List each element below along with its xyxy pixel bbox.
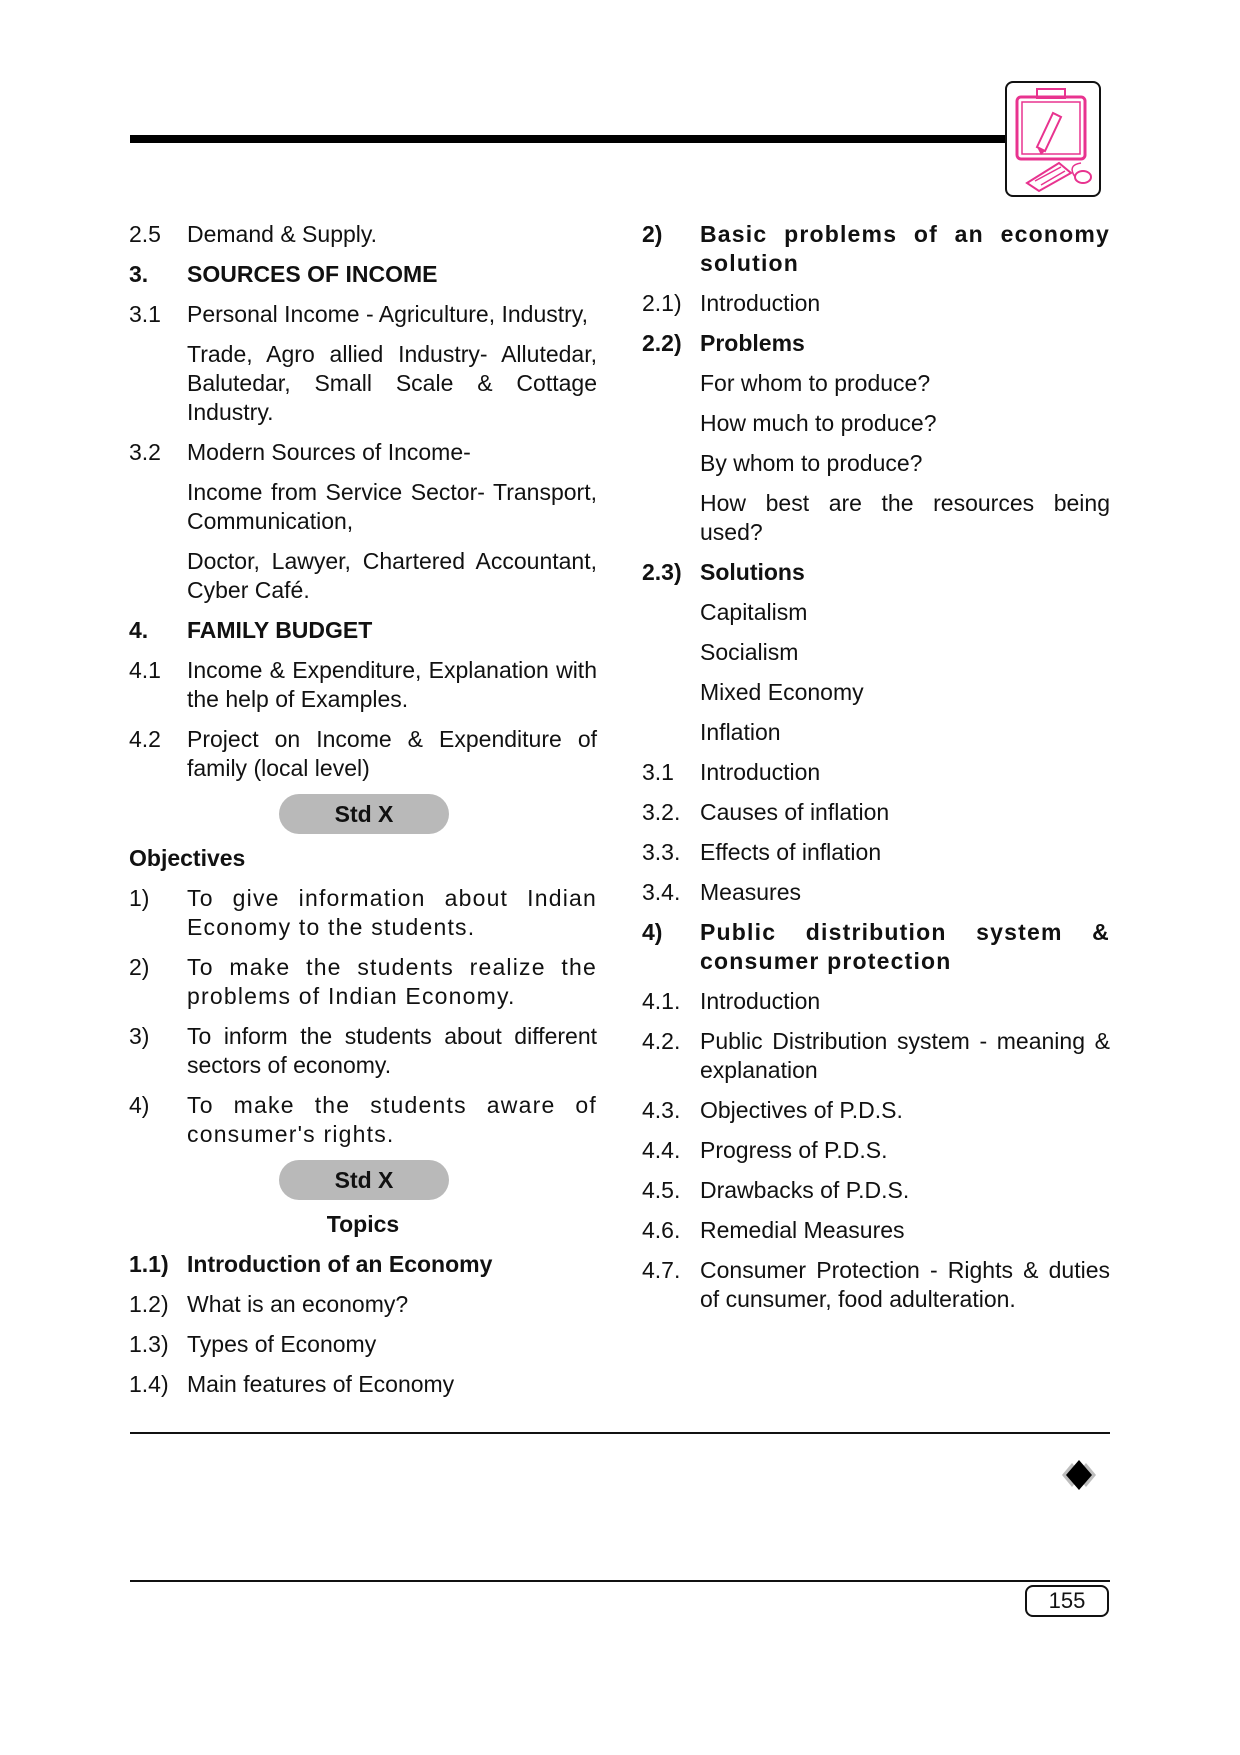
- item-text: Public distribution system & consumer protection: [700, 919, 1110, 974]
- left-column: [129, 220, 597, 1410]
- item-number: 3.2.: [642, 799, 681, 825]
- item-number: 3.3.: [642, 839, 681, 865]
- item-text: Consumer Protection - Rights & duties of cunsumer, food adulteration.: [700, 1257, 1110, 1312]
- item-continuation: Socialism: [700, 639, 799, 665]
- list-item: [642, 798, 1110, 827]
- list-item: [642, 1096, 1110, 1125]
- item-continuation: Capitalism: [700, 599, 808, 625]
- item-number: 2.5: [129, 221, 161, 247]
- list-item: [642, 1256, 1110, 1314]
- item-text: Main features of Economy: [187, 1371, 455, 1397]
- item-number: 4.2: [129, 726, 161, 752]
- item-continuation: How much to produce?: [700, 410, 937, 436]
- list-item: [129, 616, 597, 645]
- list-item: [129, 438, 597, 467]
- item-text: Progress of P.D.S.: [700, 1137, 888, 1163]
- item-number: 3.1: [129, 301, 161, 327]
- list-item: [642, 838, 1110, 867]
- item-number: 4.1: [129, 657, 161, 683]
- item-text: To inform the students about different sectors of economy.: [187, 1023, 597, 1078]
- item-continuation: Inflation: [700, 719, 781, 745]
- list-item: [129, 953, 597, 1011]
- item-continuation: Doctor, Lawyer, Chartered Accountant, Cyber Café.: [187, 548, 597, 603]
- item-text: Project on Income & Expenditure of family (local level): [187, 726, 597, 781]
- list-item: [642, 1136, 1110, 1165]
- item-number: 4.1.: [642, 988, 681, 1014]
- list-item: [642, 987, 1110, 1016]
- item-text: Problems: [700, 330, 805, 356]
- item-text: Public Distribution system - meaning & explanation: [700, 1028, 1110, 1083]
- item-number: 3.: [129, 261, 149, 287]
- item-continuation: Mixed Economy: [700, 679, 864, 705]
- list-item: [642, 220, 1110, 278]
- item-number: 4.2.: [642, 1028, 681, 1054]
- item-number: 4): [642, 919, 663, 945]
- list-item: [642, 1176, 1110, 1205]
- list-item: [129, 884, 597, 942]
- item-text: Modern Sources of Income-: [187, 439, 471, 465]
- std-label-badge: Std X: [279, 1160, 449, 1200]
- item-number: 4.4.: [642, 1137, 681, 1163]
- item-text: What is an economy?: [187, 1291, 409, 1317]
- item-text: Introduction: [700, 988, 821, 1014]
- header-rule: [130, 135, 1008, 143]
- item-text: Remedial Measures: [700, 1217, 905, 1243]
- item-text: Drawbacks of P.D.S.: [700, 1177, 910, 1203]
- item-text: Measures: [700, 879, 801, 905]
- list-item: [642, 878, 1110, 907]
- item-continuation: Trade, Agro allied Industry- Allutedar, Balutedar, Small Scale & Cottage Industry.: [187, 341, 597, 425]
- item-number: 1): [129, 885, 150, 911]
- item-continuation: For whom to produce?: [700, 370, 931, 396]
- item-text: Effects of inflation: [700, 839, 882, 865]
- item-number: 3): [129, 1023, 150, 1049]
- item-number: 3.2: [129, 439, 161, 465]
- item-number: 2): [642, 221, 663, 247]
- item-text: Basic problems of an economy solution: [700, 221, 1110, 276]
- objectives-heading: Objectives: [129, 845, 246, 871]
- right-column: [642, 220, 1110, 1325]
- item-text: Types of Economy: [187, 1331, 377, 1357]
- list-item: [642, 558, 1110, 587]
- item-number: 4.7.: [642, 1257, 681, 1283]
- list-item: [129, 1250, 597, 1279]
- page-footer-rule: [130, 1580, 1110, 1582]
- item-text: Personal Income - Agriculture, Industry,: [187, 301, 588, 327]
- item-text: To give information about Indian Economy to the students.: [187, 885, 597, 940]
- item-number: 4.: [129, 617, 149, 643]
- list-item: [129, 220, 597, 249]
- item-number: 1.2): [129, 1291, 169, 1317]
- item-text: FAMILY BUDGET: [187, 617, 373, 643]
- item-continuation: Income from Service Sector- Transport, Communication,: [187, 479, 597, 534]
- topics-heading: Topics: [326, 1211, 400, 1237]
- item-text: Introduction of an Economy: [187, 1251, 493, 1277]
- item-number: 4.6.: [642, 1217, 681, 1243]
- list-item: [642, 289, 1110, 318]
- list-item: [129, 1370, 597, 1399]
- item-text: Introduction: [700, 759, 821, 785]
- item-number: 2): [129, 954, 150, 980]
- list-item: [129, 1290, 597, 1319]
- list-item: [642, 1027, 1110, 1085]
- item-text: SOURCES OF INCOME: [187, 261, 438, 287]
- item-number: 2.2): [642, 330, 682, 356]
- std-label-badge: Std X: [279, 794, 449, 834]
- item-text: Demand & Supply.: [187, 221, 378, 247]
- item-text: Income & Expenditure, Explanation with the help of Examples.: [187, 657, 597, 712]
- item-number: 1.1): [129, 1251, 169, 1277]
- item-text: Objectives of P.D.S.: [700, 1097, 903, 1123]
- page-number: 155: [1025, 1585, 1109, 1617]
- item-number: 2.3): [642, 559, 682, 585]
- item-number: 2.1): [642, 290, 682, 316]
- diamond-ornament-icon: [1048, 1455, 1110, 1500]
- list-item: [642, 918, 1110, 976]
- item-text: Causes of inflation: [700, 799, 890, 825]
- item-text: To make the students aware of consumer's rights.: [187, 1092, 597, 1147]
- item-text: Solutions: [700, 559, 805, 585]
- list-item: [129, 300, 597, 329]
- footer-rule: [130, 1432, 1110, 1434]
- list-item: [129, 725, 597, 783]
- list-item: [129, 1022, 597, 1080]
- list-item: [642, 758, 1110, 787]
- item-number: 4): [129, 1092, 150, 1118]
- list-item: [129, 260, 597, 289]
- item-number: 4.3.: [642, 1097, 681, 1123]
- item-text: To make the students realize the problems of Indian Economy.: [187, 954, 597, 1009]
- list-item: [642, 329, 1110, 358]
- item-number: 1.4): [129, 1371, 169, 1397]
- list-item: [129, 656, 597, 714]
- item-number: 3.1: [642, 759, 674, 785]
- computer-drawing-icon: [1005, 81, 1101, 197]
- list-item: [129, 1330, 597, 1359]
- item-number: 4.5.: [642, 1177, 681, 1203]
- item-continuation: How best are the resources being used?: [700, 490, 1110, 545]
- item-continuation: By whom to produce?: [700, 450, 923, 476]
- list-item: [129, 1091, 597, 1149]
- item-number: 1.3): [129, 1331, 169, 1357]
- item-number: 3.4.: [642, 879, 681, 905]
- item-text: Introduction: [700, 290, 821, 316]
- list-item: [642, 1216, 1110, 1245]
